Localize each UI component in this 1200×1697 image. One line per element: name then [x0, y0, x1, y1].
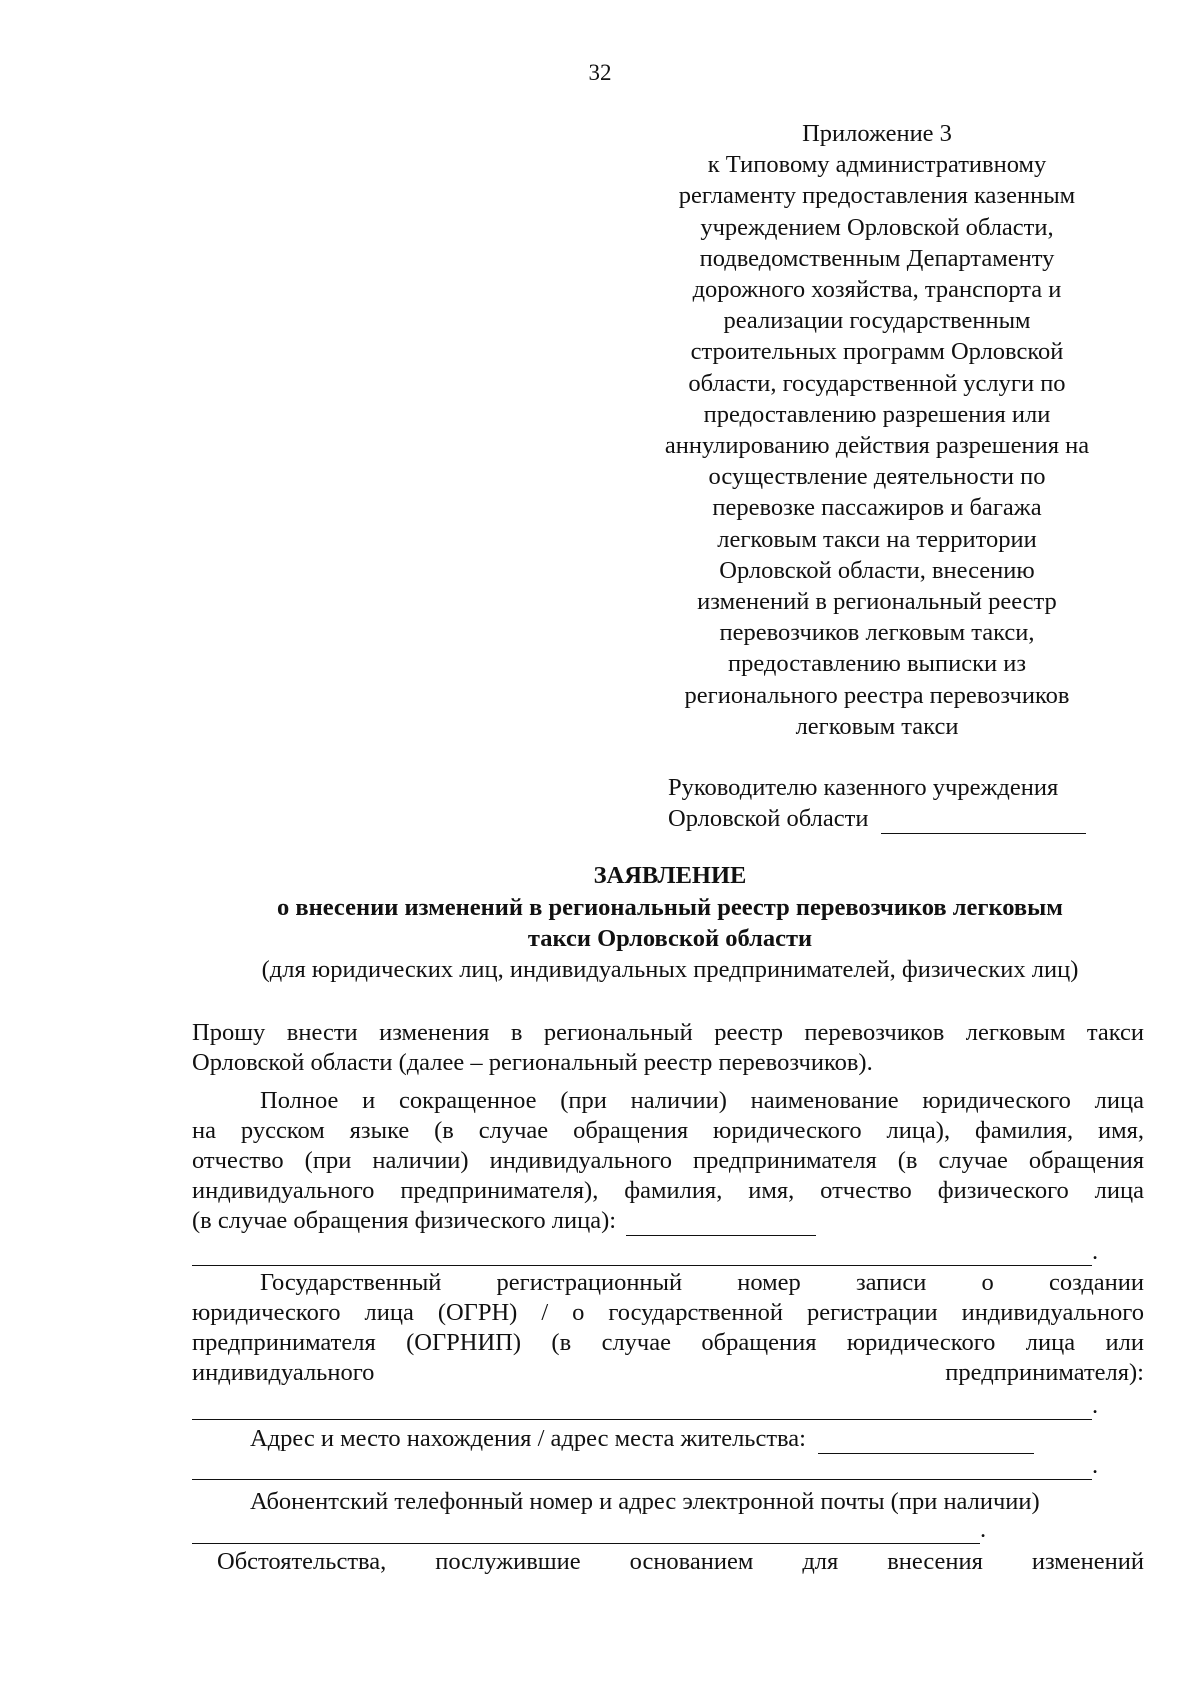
- appendix-line: аннулированию действия разрешения на: [664, 432, 1090, 460]
- request-paragraph: [192, 1018, 1144, 1078]
- address-line: [192, 1452, 1144, 1480]
- name-continuation-line: [192, 1238, 1144, 1266]
- address-field[interactable]: [818, 1433, 1034, 1454]
- address-field-continuation[interactable]: [192, 1459, 1092, 1480]
- text-line: юридического лица (ОГРН) / о государственной регистрации индивидуального: [192, 1299, 1144, 1326]
- appendix-line: дорожного хозяйства, транспорта и: [692, 276, 1062, 304]
- appendix-line: строительных программ Орловской: [690, 338, 1064, 366]
- ogrn-field[interactable]: [192, 1399, 1092, 1420]
- period: .: [980, 1516, 987, 1543]
- appendix-line: реализации государственным: [723, 307, 1031, 335]
- ogrn-line: [192, 1392, 1144, 1420]
- document-title-block: [190, 860, 1150, 986]
- appendix-line: регионального реестра перевозчиков: [684, 681, 1070, 709]
- circumstances-paragraph: [192, 1547, 1144, 1577]
- addressee-line: Руководителю казенного учреждения: [668, 774, 1059, 801]
- text-line: Обстоятельства, послужившие основанием для внесения изменений: [217, 1548, 1144, 1575]
- appendix-line: подведомственным Департаменту: [699, 244, 1055, 272]
- address-label: Адрес и место нахождения / адрес места жительства:: [250, 1425, 806, 1452]
- addressee-block: [668, 772, 1086, 834]
- page-number: 32: [588, 60, 612, 85]
- ogrn-paragraph: [192, 1268, 1144, 1388]
- contact-field[interactable]: [192, 1523, 980, 1544]
- appendix-line: учреждением Орловской области,: [700, 213, 1054, 241]
- institution-name-field[interactable]: [881, 809, 1086, 835]
- appendix-line: к Типовому административному: [707, 151, 1047, 179]
- period: .: [1092, 1238, 1099, 1265]
- text-line: [192, 1206, 1144, 1236]
- appendix-line: изменений в региональный реестр: [697, 588, 1057, 616]
- text-line: Орловской области (далее – региональный реестр перевозчиков).: [192, 1049, 873, 1076]
- appendix-line: легковым такси на территории: [717, 525, 1037, 553]
- text-line: Абонентский телефонный номер и адрес электронной почты (при наличии): [250, 1488, 1040, 1515]
- appendix-line: предоставлению разрешения или: [703, 400, 1051, 428]
- applicant-name-field[interactable]: [626, 1215, 816, 1236]
- addressee-region: Орловской области: [668, 805, 869, 832]
- text-line: [192, 1424, 1144, 1454]
- addressee-line-2: [668, 803, 1086, 834]
- address-paragraph: [192, 1424, 1144, 1454]
- contact-line: [192, 1516, 1144, 1544]
- contact-paragraph: [192, 1487, 1144, 1517]
- text-line: Государственный регистрационный номер записи о создании: [260, 1269, 1144, 1296]
- name-label: (в случае обращения физического лица):: [192, 1207, 617, 1234]
- text-fragment: индивидуального: [192, 1359, 375, 1386]
- appendix-line: Орловской области, внесению: [719, 556, 1035, 584]
- document-applicability-note: (для юридических лиц, индивидуальных предпринимателей, физических лиц): [261, 956, 1079, 983]
- appendix-line: Приложение 3: [802, 120, 952, 147]
- text-line: предпринимателя (ОГРНИП) (в случае обращения юридического лица или: [192, 1329, 1144, 1356]
- document-title: ЗАЯВЛЕНИЕ: [593, 862, 747, 889]
- text-line: Полное и сокращенное (при наличии) наименование юридического лица: [260, 1087, 1144, 1114]
- text-line: Прошу внести изменения в региональный реестр перевозчиков легковым такси: [192, 1019, 1144, 1046]
- period: .: [1092, 1392, 1099, 1419]
- document-subtitle-line-2: такси Орловской области: [527, 925, 813, 952]
- document-subtitle-line-1: о внесении изменений в региональный реестр перевозчиков легковым: [277, 894, 1063, 921]
- name-paragraph: [192, 1086, 1144, 1236]
- appendix-header: [642, 118, 1112, 742]
- text-line: отчество (при наличии) индивидуального предпринимателя (в случае обращения: [192, 1147, 1144, 1174]
- text-line: [192, 1358, 1144, 1388]
- appendix-line: перевозке пассажиров и багажа: [712, 494, 1042, 522]
- appendix-line: регламенту предоставления казенным: [678, 182, 1076, 210]
- applicant-name-field-continuation[interactable]: [192, 1245, 1092, 1266]
- appendix-line: осуществление деятельности по: [708, 463, 1046, 491]
- appendix-line: перевозчиков легковым такси,: [719, 619, 1035, 647]
- text-line: индивидуального предпринимателя), фамилия, имя, отчество физического лица: [192, 1177, 1144, 1204]
- appendix-line: области, государственной услуги по: [688, 369, 1066, 397]
- appendix-line: легковым такси: [795, 712, 959, 740]
- period: .: [1092, 1452, 1099, 1479]
- text-line: на русском языке (в случае обращения юридического лица), фамилия, имя,: [192, 1117, 1144, 1144]
- appendix-line: предоставлению выписки из: [727, 650, 1027, 678]
- text-fragment: предпринимателя):: [945, 1359, 1144, 1386]
